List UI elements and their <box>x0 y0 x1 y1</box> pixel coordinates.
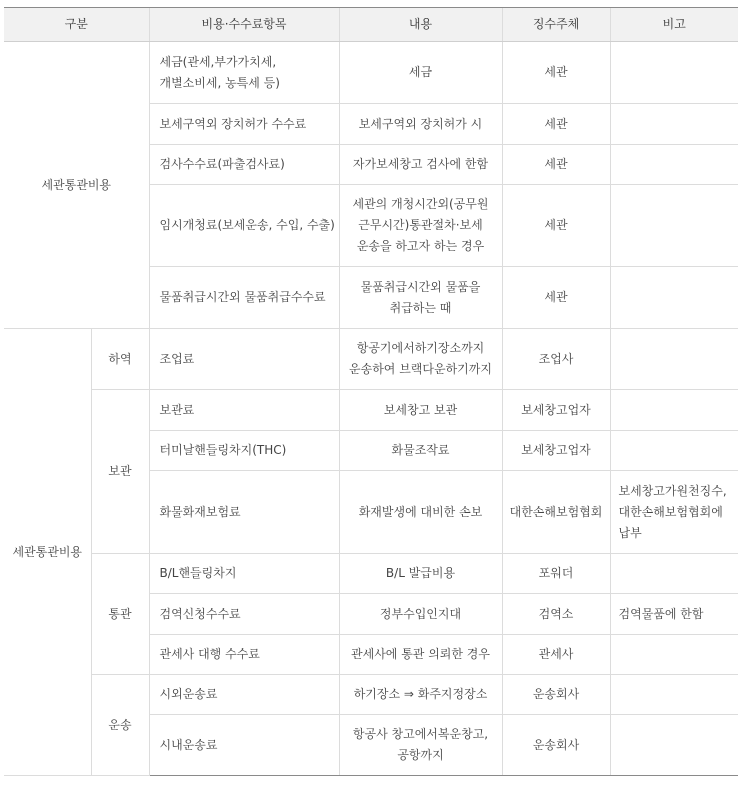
cell-collector: 보세창고업자 <box>502 431 610 471</box>
cell-note <box>610 104 738 145</box>
cell-item <box>149 635 339 675</box>
item-text: B/L핸들링차지 <box>159 566 237 580</box>
cell-content <box>339 42 502 104</box>
cell-collector: 운송회사 <box>502 675 610 715</box>
content-text: 보세구역외 장치허가 시 <box>358 116 483 131</box>
content-text: B/L 발급비용 <box>385 566 456 580</box>
content-text: 화재발생에 대비한 손보 <box>358 504 483 519</box>
cell-item <box>149 104 339 145</box>
cell-content <box>339 594 502 635</box>
table-row <box>4 554 738 594</box>
cell-item <box>149 390 339 431</box>
cell-collector: 세관 <box>502 145 610 185</box>
cell-note <box>610 554 738 594</box>
content-text: 하기장소 ⇒ 화주지정장소 <box>353 687 488 701</box>
cell-item <box>149 675 339 715</box>
cell-collector: 세관 <box>502 185 610 267</box>
header-category: 구분 <box>4 8 149 42</box>
cell-item <box>149 431 339 471</box>
cell-note <box>610 185 738 267</box>
item-text: 검역신청수수료 <box>159 606 241 621</box>
cell-collector: 조업사 <box>502 329 610 390</box>
item-text: 터미날핸들링차지(THC) <box>159 443 287 457</box>
cell-item <box>149 554 339 594</box>
note-text: 보세창고가원천징수, 대한손해보험협회에 납부 <box>618 483 727 540</box>
cell-note <box>610 42 738 104</box>
group-logistics: 세관통관비용 <box>4 329 91 776</box>
cell-content <box>339 715 502 776</box>
cell-content <box>339 104 502 145</box>
cell-collector: 보세창고업자 <box>502 390 610 431</box>
item-text: 화물화재보험료 <box>159 504 241 519</box>
cell-collector: 검역소 <box>502 594 610 635</box>
cell-collector: 세관 <box>502 104 610 145</box>
content-text: 보세창고 보관 <box>383 402 458 417</box>
cell-collector: 운송회사 <box>502 715 610 776</box>
cell-item <box>149 267 339 329</box>
cell-item <box>149 42 339 104</box>
content-text: 항공사 창고에서복운창고, 공항까지 <box>352 727 489 762</box>
subgroup-clearance: 통관 <box>91 554 149 675</box>
header-note: 비고 <box>610 8 738 42</box>
content-text: 물품취급시간외 물품을 취급하는 때 <box>360 279 481 315</box>
cell-item <box>149 329 339 390</box>
item-text: 시외운송료 <box>159 687 218 701</box>
subgroup-storage: 보관 <box>91 390 149 554</box>
cell-note <box>610 675 738 715</box>
content-text: 세관의 개청시간외(공무원 근무시간)통관절차·보세 운송을 하고자 하는 경우 <box>352 197 489 253</box>
cell-item <box>149 715 339 776</box>
cell-note <box>610 431 738 471</box>
cell-content <box>339 431 502 471</box>
table-row <box>4 42 738 104</box>
item-text: 보세구역외 장치허가 수수료 <box>159 116 307 131</box>
table-row <box>4 390 738 431</box>
group-customs: 세관통관비용 <box>4 42 149 329</box>
item-text: 조업료 <box>159 351 195 366</box>
cell-content <box>339 185 502 267</box>
cell-item <box>149 185 339 267</box>
cell-note <box>610 267 738 329</box>
header-content: 내용 <box>339 8 502 42</box>
cell-content <box>339 329 502 390</box>
content-text: 관세사에 통관 의뢰한 경우 <box>351 647 490 661</box>
content-text: 세금 <box>408 65 433 79</box>
item-text: 세금(관세,부가가치세, 개별소비세, 농특세 등) <box>159 54 280 90</box>
cell-note <box>610 635 738 675</box>
content-text: 화물조작료 <box>391 443 450 457</box>
cell-collector: 대한손해보험협회 <box>502 471 610 554</box>
header-item: 비용·수수료항목 <box>149 8 339 42</box>
cell-note <box>610 715 738 776</box>
cell-note <box>610 390 738 431</box>
cell-content <box>339 471 502 554</box>
item-text: 시내운송료 <box>159 737 218 752</box>
header-collector: 징수주체 <box>502 8 610 42</box>
cell-note <box>610 145 738 185</box>
cell-collector: 세관 <box>502 42 610 104</box>
item-text: 관세사 대행 수수료 <box>159 647 260 661</box>
cell-content <box>339 145 502 185</box>
subgroup-unloading: 하역 <box>91 329 149 390</box>
table-header-row <box>4 8 738 42</box>
table-row <box>4 329 738 390</box>
cell-item <box>149 471 339 554</box>
cell-content <box>339 390 502 431</box>
content-text: 정부수입인지대 <box>379 606 462 621</box>
cell-content <box>339 554 502 594</box>
cell-note <box>610 329 738 390</box>
content-text: 자가보세창고 검사에 한함 <box>352 157 489 171</box>
item-text: 물품취급시간외 물품취급수수료 <box>159 290 326 304</box>
cell-content <box>339 635 502 675</box>
cell-content <box>339 267 502 329</box>
table-row <box>4 675 738 715</box>
cell-item <box>149 594 339 635</box>
cell-note: 검역물품에 한함 <box>610 594 738 635</box>
cell-collector: 포워더 <box>502 554 610 594</box>
item-text: 임시개청료(보세운송, 수입, 수출) <box>159 218 335 232</box>
subgroup-transport: 운송 <box>91 675 149 776</box>
cell-collector: 관세사 <box>502 635 610 675</box>
item-text: 보관료 <box>159 402 195 417</box>
item-text: 검사수수료(파출검사료) <box>159 157 285 171</box>
cell-item <box>149 145 339 185</box>
cell-note <box>610 471 738 554</box>
cell-collector: 세관 <box>502 267 610 329</box>
cell-content <box>339 675 502 715</box>
cost-table <box>4 7 738 776</box>
content-text: 항공기에서하기장소까지 운송하여 브랙다운하기까지 <box>349 341 492 376</box>
